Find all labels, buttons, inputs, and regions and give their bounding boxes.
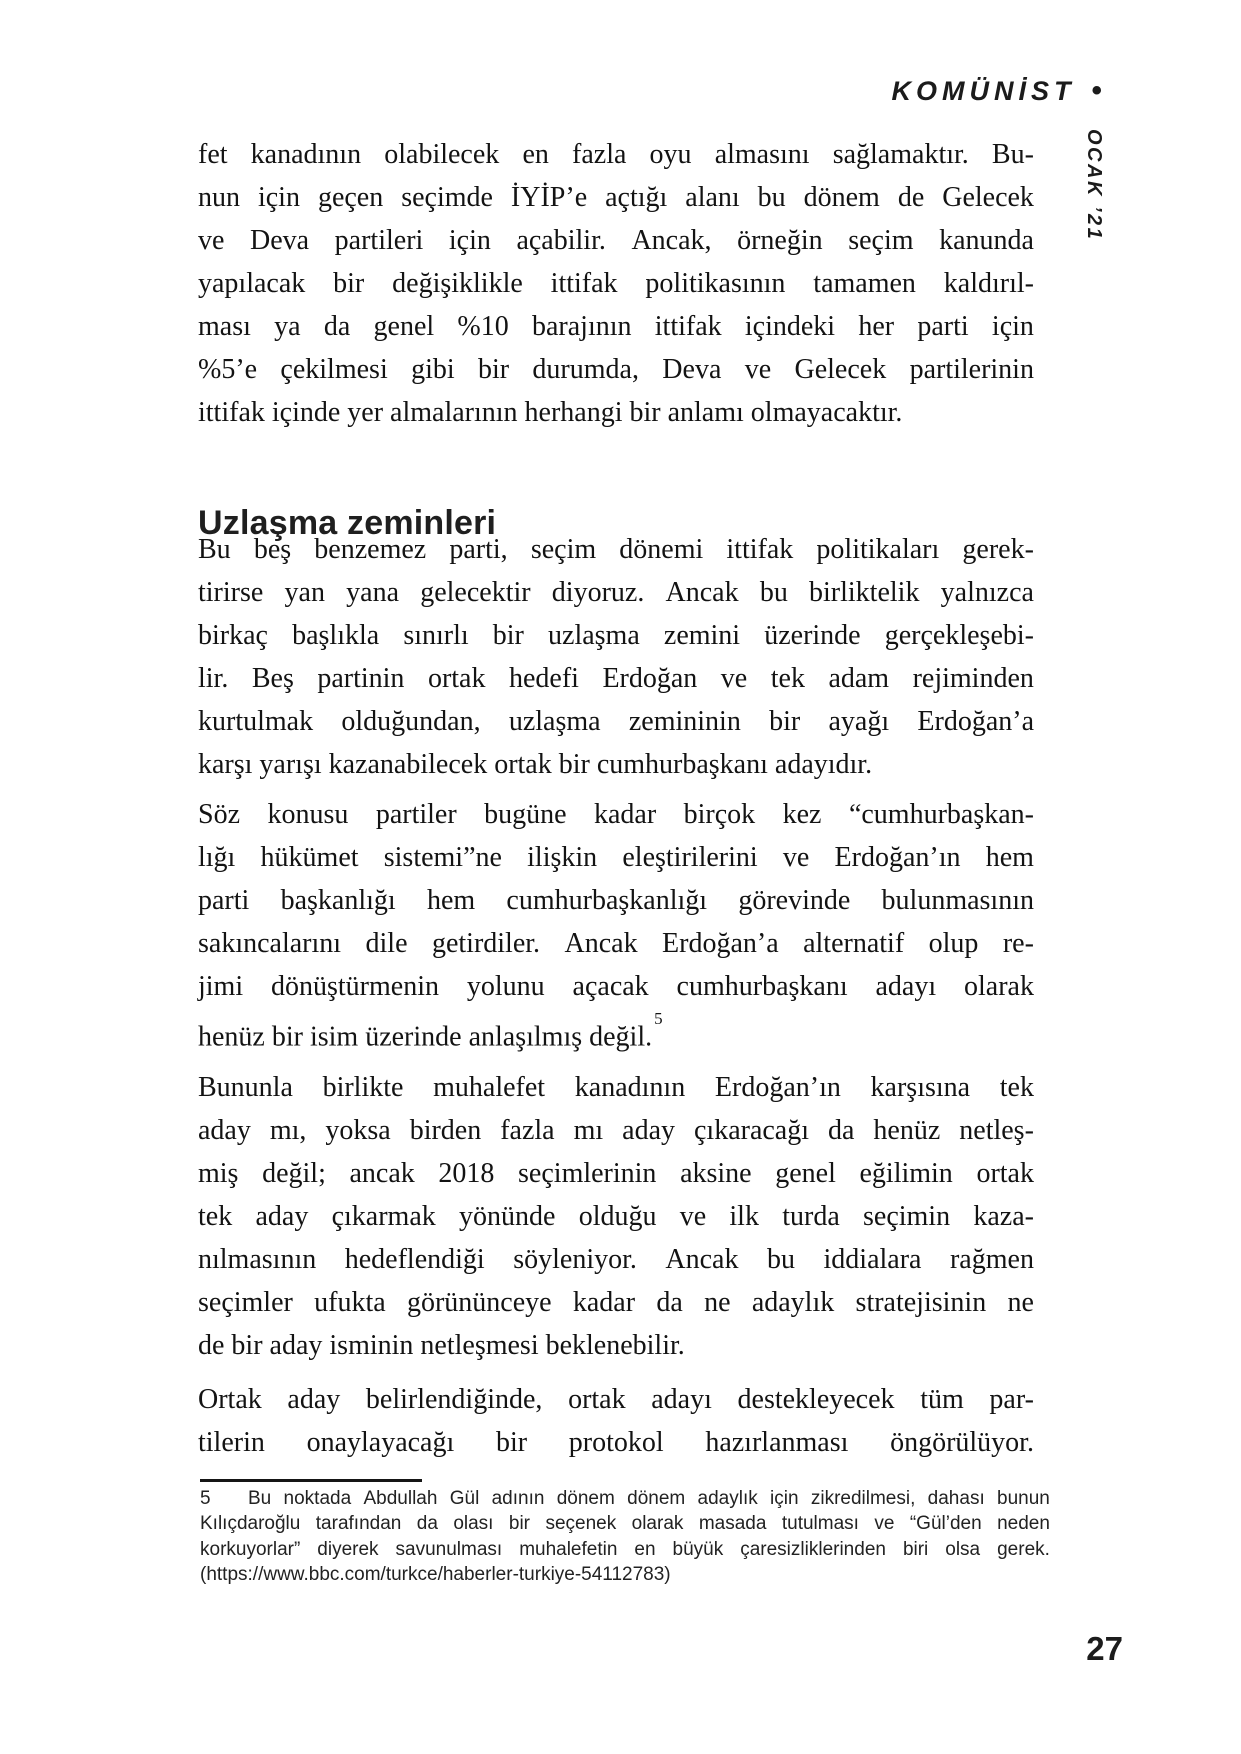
- text-line: yapılacak bir değişiklikle ittifak politikasının tamamen kaldırıl-: [198, 268, 1034, 299]
- text-line: Ortak aday belirlendiğinde, ortak adayı destekleyecek tüm par-: [198, 1384, 1034, 1415]
- paragraph-uzlasma: [198, 528, 1034, 786]
- text-line: ittifak içinde yer almalarının herhangi bir anlamı olmayacaktır.: [198, 397, 903, 428]
- text-line: birkaç başlıkla sınırlı bir uzlaşma zemini üzerinde gerçekleşebi-: [198, 620, 1034, 651]
- text-line: jimi dönüştürmenin yolunu açacak cumhurbaşkanı adayı olarak: [198, 971, 1034, 1002]
- footnote: [200, 1486, 1050, 1588]
- text-line: karşı yarışı kazanabilecek ortak bir cumhurbaşkanı adayıdır.: [198, 749, 873, 780]
- text-line: Bununla birlikte muhalefet kanadının Erdoğan’ın karşısına tek: [198, 1072, 1034, 1103]
- text-line: ve Deva partileri için açabilir. Ancak, örneğin seçim kanunda: [198, 225, 1034, 256]
- paragraph-intro: [198, 133, 1034, 434]
- text-line: tirirse yan yana gelecektir diyoruz. Ancak bu birliktelik yalnızca: [198, 577, 1034, 608]
- text-line: tek aday çıkarmak yönünde olduğu ve ilk turda seçimin kaza-: [198, 1201, 1034, 1232]
- paragraph-ortak-aday: [198, 1378, 1034, 1464]
- text-line: kurtulmak olduğundan, uzlaşma zemininin bir ayağı Erdoğan’a: [198, 706, 1034, 737]
- magazine-title: KOMÜNİST: [891, 76, 1076, 106]
- text-line: lığı hükümet sistemi”ne ilişkin eleştirilerini ve Erdoğan’ın hem: [198, 842, 1034, 873]
- text-line: %5’e çekilmesi gibi bir durumda, Deva ve Gelecek partilerinin: [198, 354, 1034, 385]
- footnote-text-line: (https://www.bbc.com/turkce/haberler-turkiye-54112783): [200, 1564, 671, 1586]
- text-line: seçimler ufukta görününceye kadar da ne adaylık stratejisinin ne: [198, 1287, 1034, 1318]
- text-line: nılmasının hedeflendiği söyleniyor. Ancak bu iddialara rağmen: [198, 1244, 1034, 1275]
- page-number: 27: [1086, 1630, 1123, 1667]
- footnote-number: 5: [200, 1488, 211, 1509]
- issue-label: OCAK ’21: [1083, 129, 1105, 242]
- paragraph-soz-konusu: [198, 793, 1034, 1051]
- text-line: parti başkanlığı hem cumhurbaşkanlığı görevinde bulunmasının: [198, 885, 1034, 916]
- text-line: aday mı, yoksa birden fazla mı aday çıkaracağı da henüz netleş-: [198, 1115, 1034, 1146]
- text-line: fet kanadının olabilecek en fazla oyu almasını sağlamaktır. Bu-: [198, 139, 1034, 170]
- header-bullet-icon: •: [1091, 74, 1102, 107]
- text-line: ması ya da genel %10 barajının ittifak içindeki her parti için: [198, 311, 1034, 342]
- footnote-text-line: korkuyorlar” diyerek savunulması muhalefetin en büyük çaresizliklerinden biri olsa gerek.: [200, 1538, 1050, 1560]
- text-line: lir. Beş partinin ortak hedefi Erdoğan ve tek adam rejiminden: [198, 663, 1034, 694]
- paragraph-bununla: [198, 1066, 1034, 1367]
- section-heading: Uzlaşma zeminleri: [198, 504, 497, 543]
- text-line: miş değil; ancak 2018 seçimlerinin aksine genel eğilimin ortak: [198, 1158, 1034, 1189]
- text-line: nun için geçen seçimde İYİP’e açtığı alanı bu dönem de Gelecek: [198, 182, 1034, 213]
- footnote-reference: 5: [654, 1009, 663, 1028]
- text-line: henüz bir isim üzerinde anlaşılmış değil.$^5$: [198, 1009, 663, 1053]
- footnote-text-line: Kılıçdaroğlu tarafından da olası bir seçenek olarak masada tutulması ve “Gül’den neden: [200, 1513, 1050, 1535]
- footnote-lines: [200, 1486, 1050, 1588]
- text-line: tilerin onaylayacağı bir protokol hazırlanması öngörülüyor.: [198, 1427, 1034, 1458]
- footnote-text-line: Bu noktada Abdullah Gül adının dönem dönem adaylık için zikredilmesi, dahası bunun: [248, 1488, 1050, 1509]
- page-header: [891, 75, 1102, 107]
- text-line: Bu beş benzemez parti, seçim dönemi ittifak politikaları gerek-: [198, 534, 1034, 565]
- text-line: de bir aday isminin netleşmesi beklenebilir.: [198, 1330, 685, 1361]
- text-line: sakıncalarını dile getirdiler. Ancak Erdoğan’a alternatif olup re-: [198, 928, 1034, 959]
- footnote-separator-rule: [200, 1479, 422, 1482]
- text-line: Söz konusu partiler bugüne kadar birçok kez “cumhurbaşkan-: [198, 799, 1034, 830]
